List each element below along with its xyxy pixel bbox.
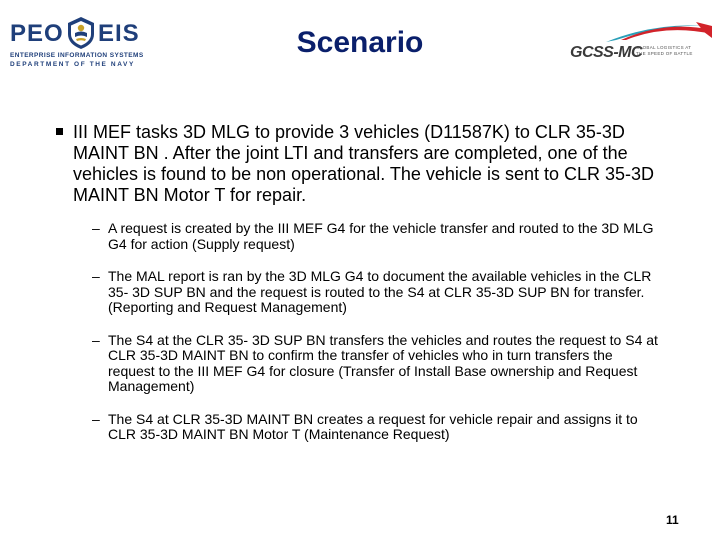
dash-marker: – (92, 410, 100, 427)
dash-marker: – (92, 220, 100, 236)
sub-bullet-text: A request is created by the III MEF G4 for the vehicle transfer and routed to the 3D MLG G4 for action (Supply request) (108, 220, 654, 252)
sub-bullet-text: The S4 at CLR 35-3D MAINT BN creates a request for vehicle repair and assigns it to CLR 35-3D MAINT BN Motor T (Maintenance Request) (108, 410, 638, 442)
gcss-mc-logo (566, 18, 716, 78)
sub-bullet (92, 333, 658, 395)
gcss-tagline-line2: THE SPEED OF BATTLE (636, 51, 693, 56)
sub-bullet-text: The S4 at the CLR 35- 3D SUP BN transfers the vehicles and routes the request to S4 at CLR 35-3D MAINT BN to confirm the transfer of vehicles who in turn transfers the request to the III MEF G4 for closure (Transfer of Install Base ownership and Request Management) (108, 331, 658, 394)
slide-body (58, 122, 658, 460)
gcss-tagline-line1: GLOBAL LOGISTICS AT (636, 45, 692, 50)
sub-bullet (92, 221, 658, 252)
page-number: 11 (666, 513, 679, 527)
peo-text: PEO (10, 20, 64, 47)
dash-marker: – (92, 268, 100, 284)
eis-text: EIS (98, 20, 140, 47)
logo-subtitle-line1: ENTERPRISE INFORMATION SYSTEMS (10, 52, 144, 59)
logo-subtitle-line2: DEPARTMENT OF THE NAVY (10, 61, 135, 68)
sub-bullet-list (58, 221, 658, 443)
bullet-square-icon (56, 128, 63, 135)
gcss-mc-text: GCSS-MC (570, 44, 643, 61)
main-bullet (58, 122, 658, 206)
slide-title: Scenario (296, 26, 424, 59)
sub-bullet (92, 269, 658, 316)
sub-bullet-text: The MAL report is ran by the 3D MLG G4 to document the available vehicles in the CLR 35- 3D SUP BN and the request is routed to the S4 at CLR 35-3D SUP BN for transfer. (Reporting and Request Management) (108, 268, 652, 315)
main-bullet-text: III MEF tasks 3D MLG to provide 3 vehicles (D11587K) to CLR 35-3D MAINT BN . After the joint LTI and transfers are completed, one of the vehicles is found to be non operational. The vehicle is sent to CLR 35-3D MAINT BN Motor T for repair. (73, 122, 655, 205)
dash-marker: – (92, 331, 100, 348)
sub-bullet (92, 412, 658, 443)
